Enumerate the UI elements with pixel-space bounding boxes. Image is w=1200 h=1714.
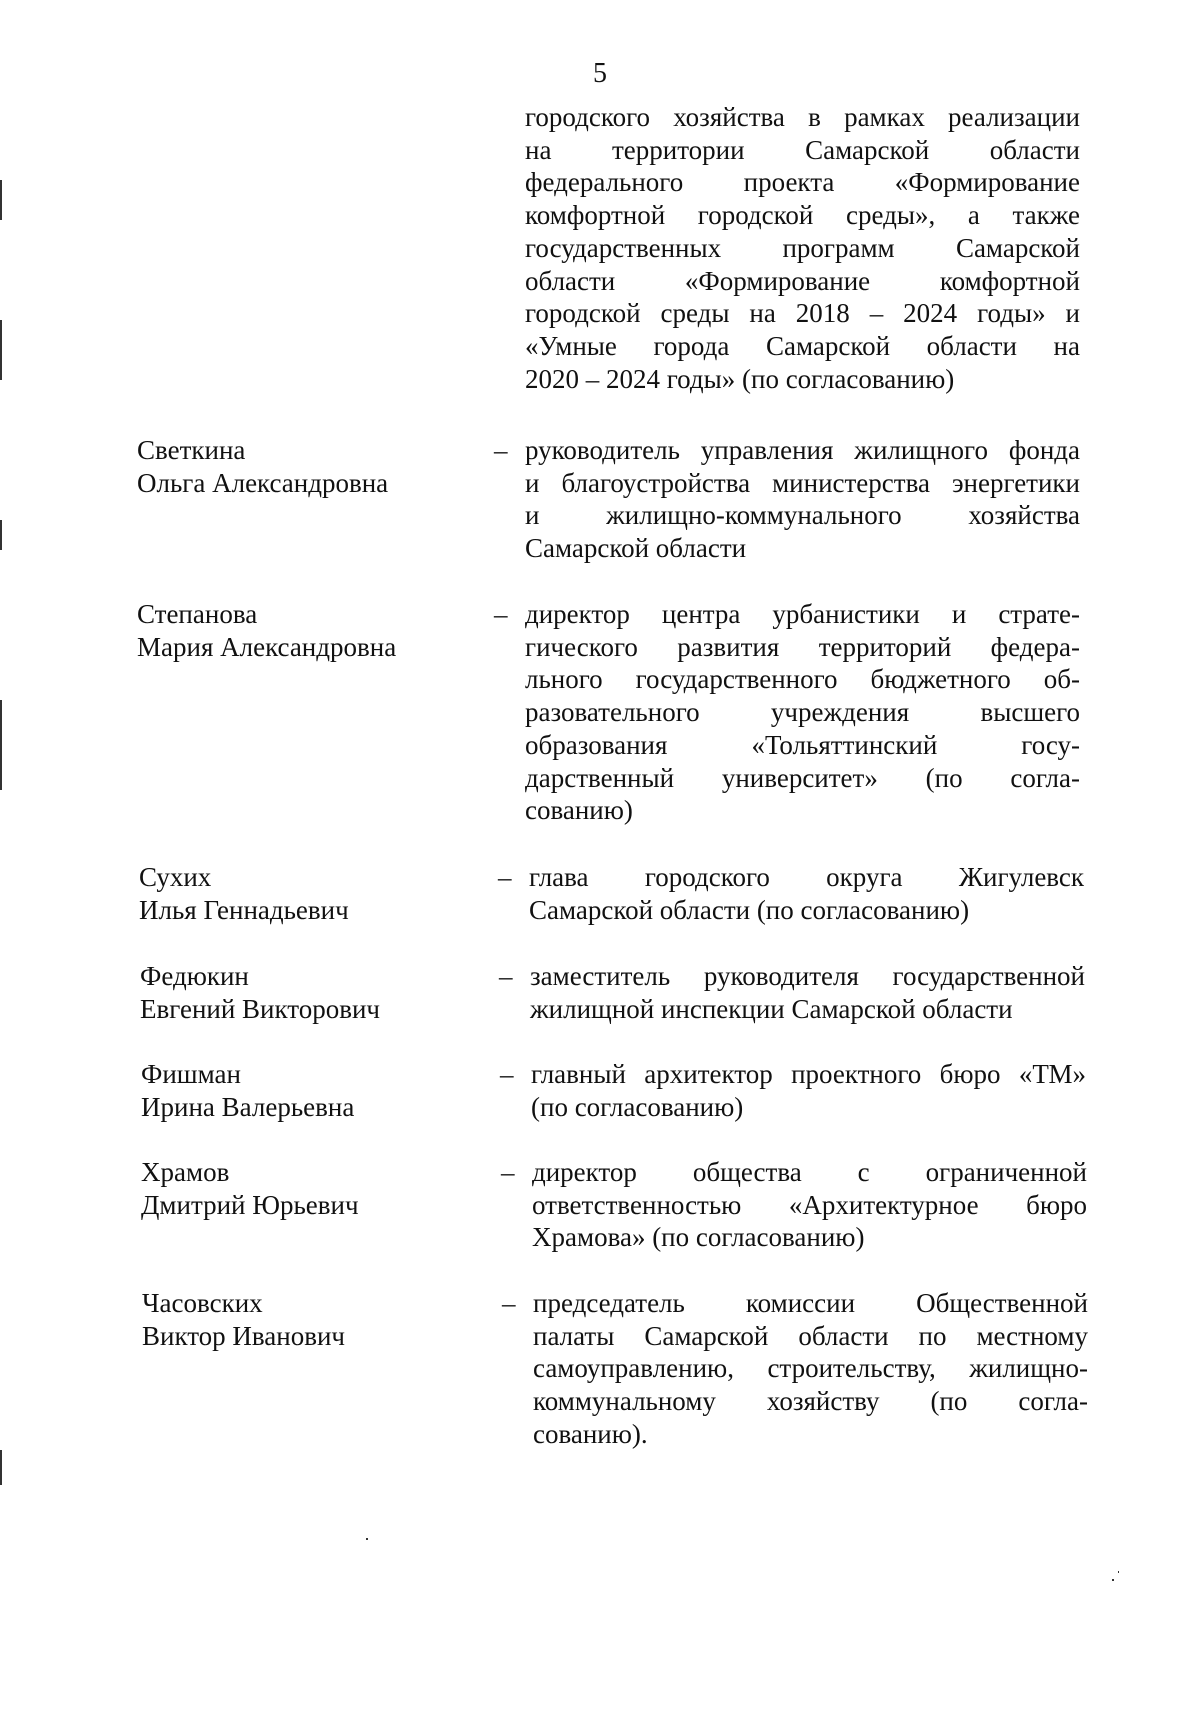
member-name <box>141 1156 359 1221</box>
scan-edge-mark <box>0 1450 2 1485</box>
member-position <box>529 861 1084 926</box>
position-line: коммунальному хозяйству (по согла- <box>533 1386 1088 1417</box>
position-line: разовательного учреждения высшего <box>525 697 1080 728</box>
dash-separator: – <box>501 1157 515 1187</box>
dash-separator: – <box>494 435 508 465</box>
position-line: дарственный университет» (по согла- <box>525 762 1080 793</box>
position-line: (по согласованию) <box>531 1091 744 1122</box>
scan-edge-mark <box>0 320 2 380</box>
dash-separator: – <box>494 599 508 629</box>
member-surname: Федюкин <box>140 961 249 991</box>
position-line: сованию) <box>525 795 633 826</box>
member-given-name: Илья Геннадьевич <box>139 894 349 925</box>
continuation-line: городской среды на 2018 – 2024 годы» и <box>525 298 1080 329</box>
continuation-line: «Умные города Самарской области на <box>525 330 1080 361</box>
position-line: директор общества с ограниченной <box>532 1157 1087 1187</box>
member-name <box>140 960 380 1025</box>
position-line: и жилищно-коммунального хозяйства <box>525 500 1080 531</box>
member-name <box>137 598 396 663</box>
position-line: глава городского округа Жигулевск <box>529 862 1084 892</box>
continuation-line: федерального проекта «Формирование <box>525 167 1080 198</box>
position-line: и благоустройства министерства энергетики <box>525 467 1080 498</box>
position-line: Самарской области <box>525 533 747 564</box>
continuation-text <box>525 101 1080 395</box>
scan-edge-mark <box>0 700 2 790</box>
position-line: главный архитектор проектного бюро «ТМ» <box>531 1059 1086 1089</box>
position-line: образования «Тольяттинский госу- <box>525 729 1080 760</box>
position-line: Храмова» (по согласованию) <box>532 1222 865 1253</box>
position-line: палаты Самарской области по местному <box>533 1320 1088 1351</box>
scan-edge-mark <box>0 520 2 550</box>
scan-dot <box>1112 1579 1114 1581</box>
member-surname: Фишман <box>141 1059 241 1089</box>
member-given-name: Виктор Иванович <box>142 1320 346 1351</box>
continuation-line: комфортной городской среды», а также <box>525 200 1080 231</box>
position-line: руководитель управления жилищного фонда <box>525 435 1080 465</box>
member-name <box>142 1287 345 1352</box>
member-position <box>531 1058 1086 1123</box>
position-line: председатель комиссии Общественной <box>533 1288 1088 1318</box>
scan-edge-mark <box>0 180 2 220</box>
member-position <box>525 434 1080 565</box>
member-position <box>530 960 1085 1025</box>
member-surname: Храмов <box>141 1157 230 1187</box>
member-given-name: Ольга Александровна <box>137 467 389 498</box>
member-position <box>532 1156 1087 1254</box>
position-line: ответственностью «Архитектурное бюро <box>532 1189 1087 1220</box>
member-given-name: Дмитрий Юрьевич <box>141 1189 359 1220</box>
page-number: 5 <box>593 58 607 89</box>
dash-separator: – <box>500 1059 514 1089</box>
position-line: самоуправлению, строительству, жилищно- <box>533 1353 1088 1384</box>
dash-separator: – <box>499 961 513 991</box>
member-name <box>137 434 388 499</box>
continuation-line: государственных программ Самарской <box>525 232 1080 263</box>
position-line: заместитель руководителя государственной <box>530 961 1085 991</box>
member-given-name: Ирина Валерьевна <box>141 1091 355 1122</box>
scan-dot <box>1118 1571 1119 1573</box>
position-line: Самарской области (по согласованию) <box>529 894 970 925</box>
member-name <box>141 1058 354 1123</box>
member-surname: Светкина <box>137 435 246 465</box>
member-given-name: Мария Александровна <box>137 631 397 662</box>
member-position <box>533 1287 1088 1451</box>
position-line: директор центра урбанистики и страте- <box>525 599 1080 629</box>
member-surname: Часовских <box>142 1288 263 1318</box>
position-line: жилищной инспекции Самарской области <box>530 993 1013 1024</box>
position-line: сованию). <box>533 1418 648 1449</box>
member-position <box>525 598 1080 827</box>
position-line: гического развития территорий федера- <box>525 631 1080 662</box>
continuation-line: 2020 – 2024 годы» (по согласованию) <box>525 363 955 394</box>
continuation-line: области «Формирование комфортной <box>525 265 1080 296</box>
continuation-line: на территории Самарской области <box>525 134 1080 165</box>
continuation-line: городского хозяйства в рамках реализации <box>525 102 1080 132</box>
dash-separator: – <box>502 1288 516 1318</box>
dash-separator: – <box>498 862 512 892</box>
member-surname: Степанова <box>137 599 258 629</box>
member-given-name: Евгений Викторович <box>140 993 380 1024</box>
member-name <box>139 861 349 926</box>
position-line: льного государственного бюджетного об- <box>525 664 1080 695</box>
scan-dot <box>366 1538 368 1540</box>
member-surname: Сухих <box>139 862 212 892</box>
